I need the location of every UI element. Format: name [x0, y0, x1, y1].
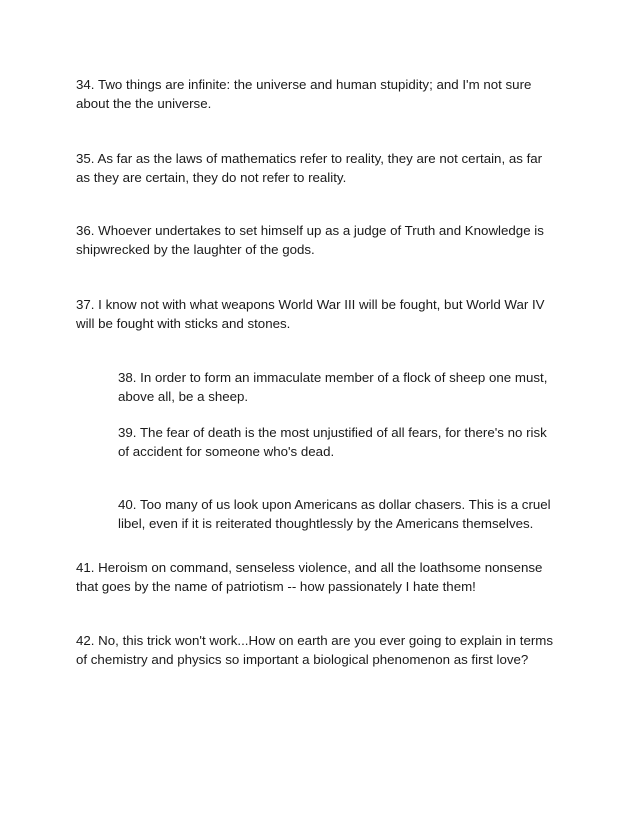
quote-36: 36. Whoever undertakes to set himself up as a judge of Truth and Knowledge is shipwrecked by the laughter of the gods. [76, 223, 544, 257]
quote-40: 40. Too many of us look upon Americans as dollar chasers. This is a cruel libel, even if it is reiterated thoughtlessly by the Americans themselves. [118, 497, 551, 531]
quote-38: 38. In order to form an immaculate member of a flock of sheep one must, above all, be a sheep. [118, 370, 548, 404]
quote-39: 39. The fear of death is the most unjustified of all fears, for there's no risk of accident for someone who's dead. [118, 425, 547, 459]
quote-41: 41. Heroism on command, senseless violence, and all the loathsome nonsense that goes by the name of patriotism -- how passionately I hate them! [76, 560, 543, 594]
quote-35: 35. As far as the laws of mathematics refer to reality, they are not certain, as far as they are certain, they do not refer to reality. [76, 151, 543, 185]
quote-37: 37. I know not with what weapons World War III will be fought, but World War IV will be fought with sticks and stones. [76, 297, 545, 331]
quote-34: 34. Two things are infinite: the universe and human stupidity; and I'm not sure about the the universe. [76, 77, 532, 111]
quote-42: 42. No, this trick won't work...How on earth are you ever going to explain in terms of chemistry and physics so important a biological phenomenon as first love? [76, 633, 554, 667]
